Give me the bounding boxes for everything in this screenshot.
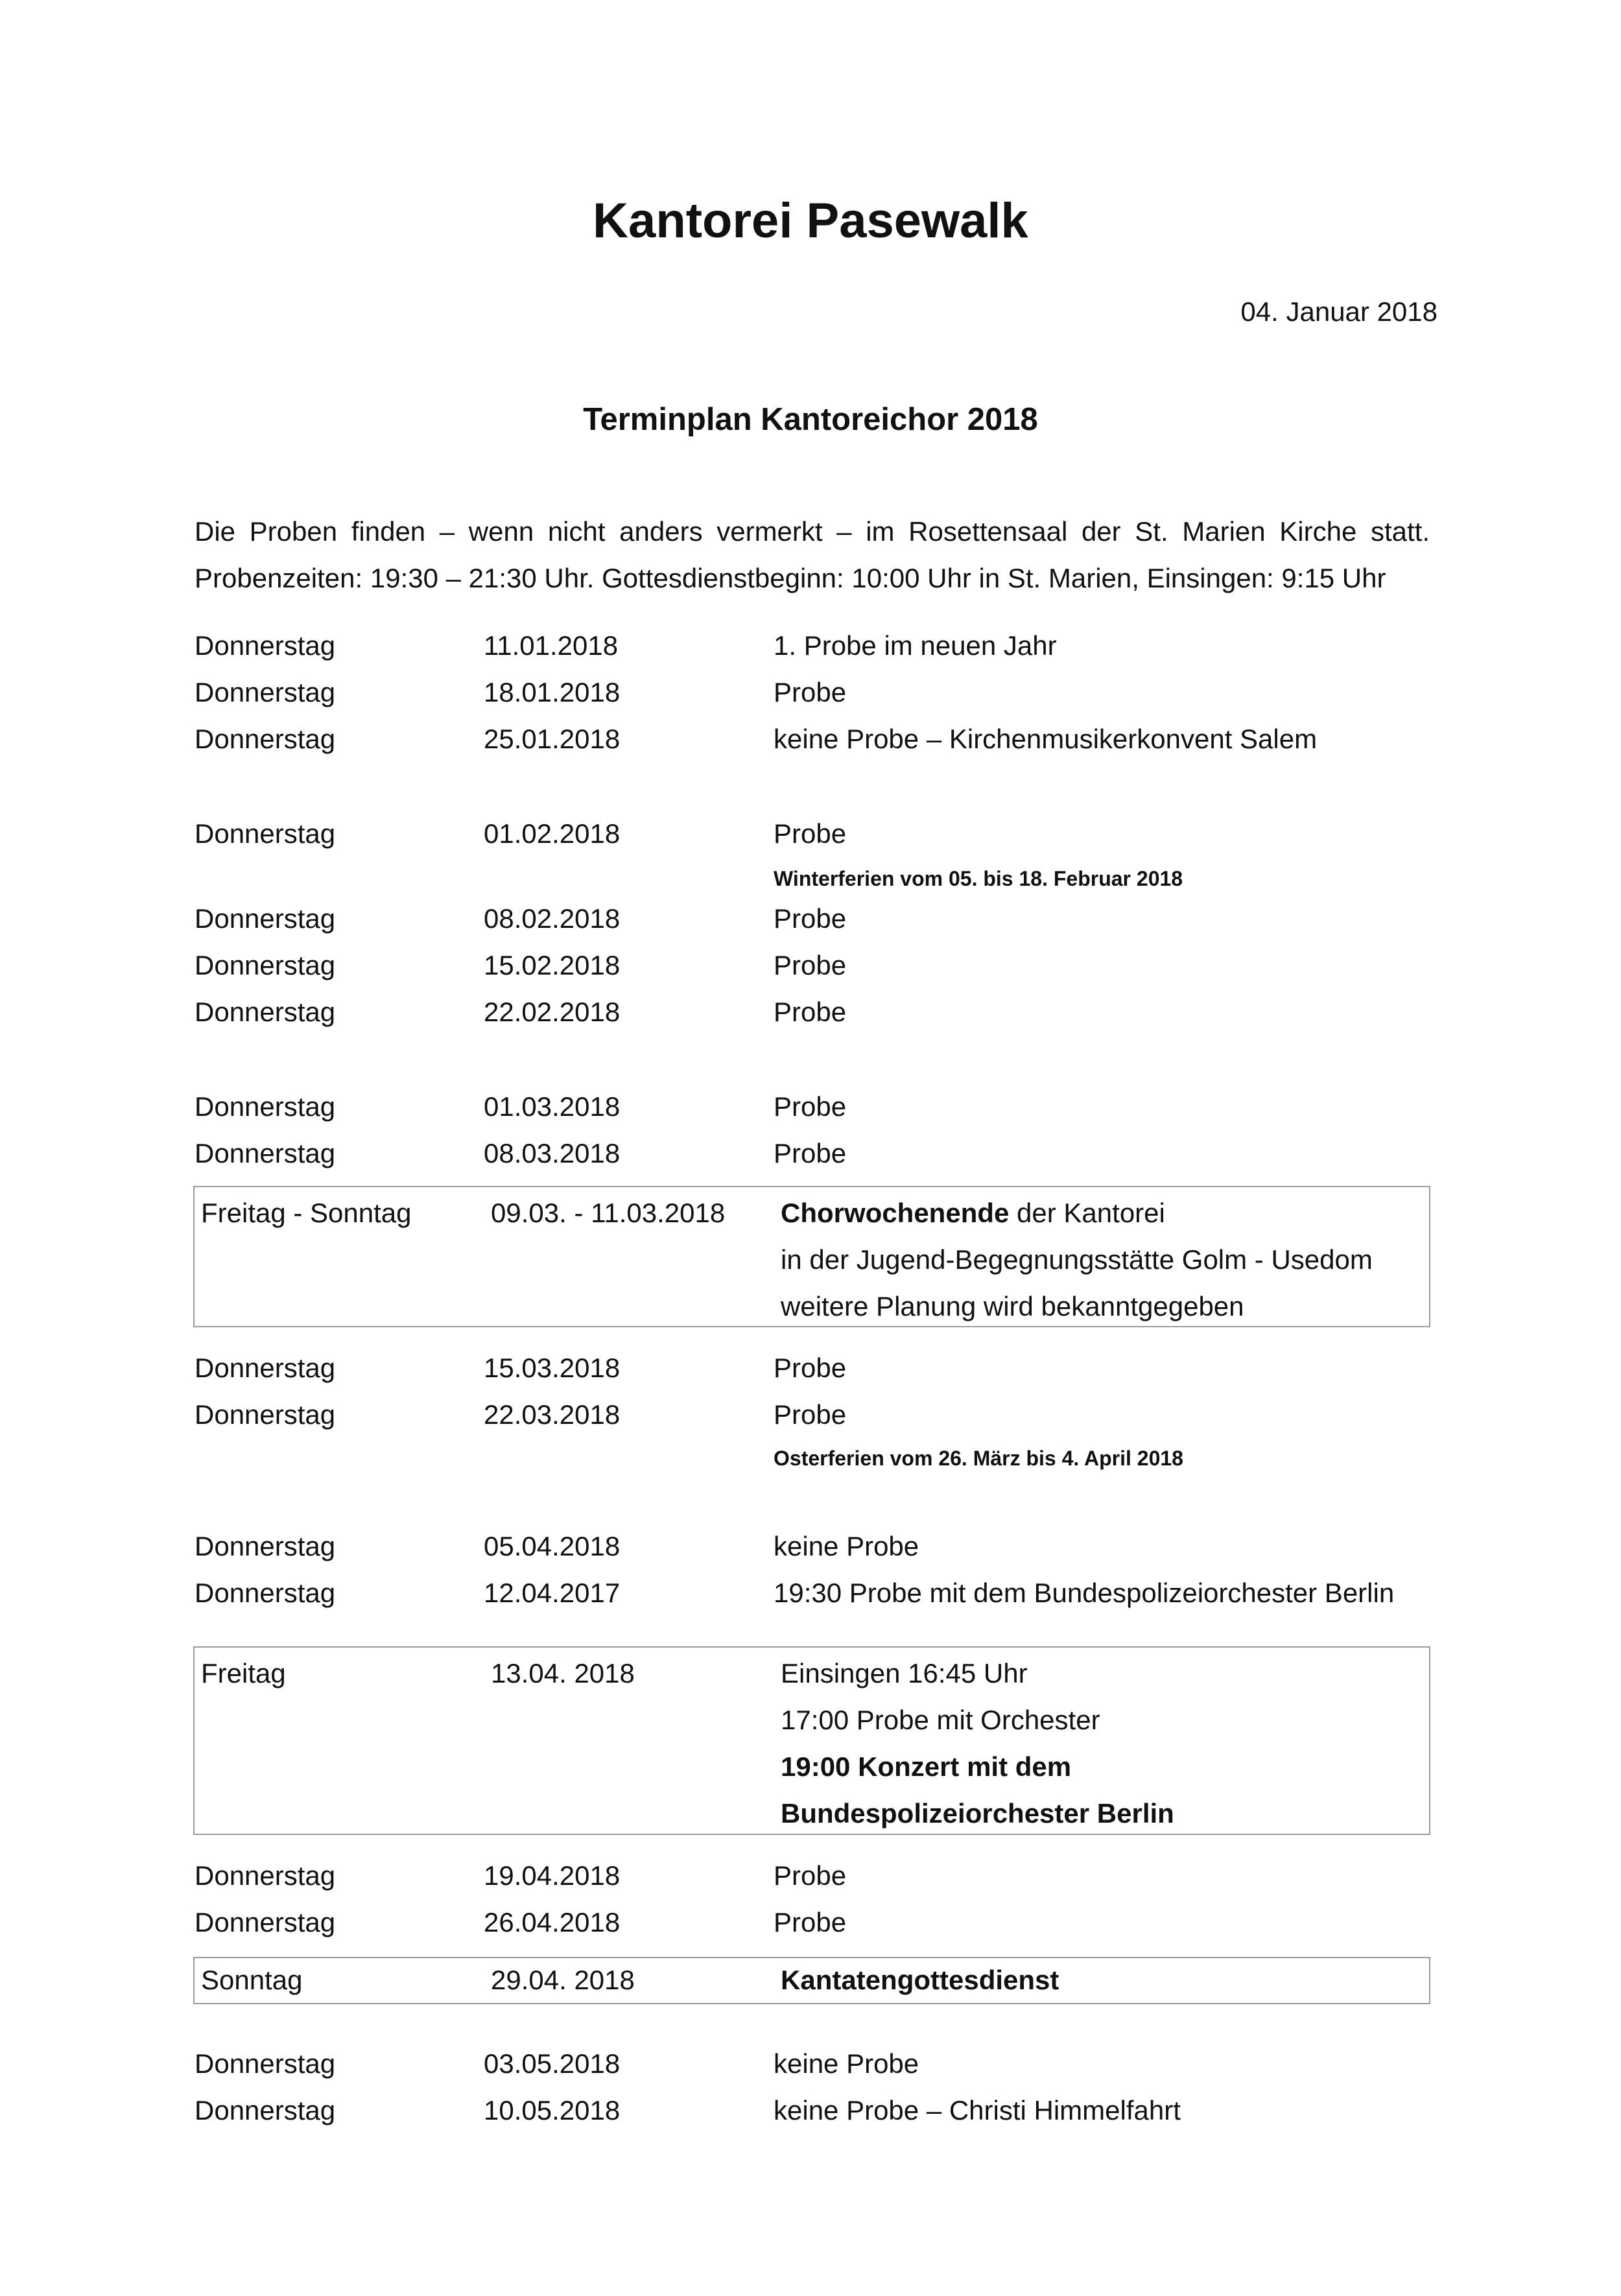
row-description: Probe: [774, 1138, 847, 1168]
row-description: keine Probe: [774, 1531, 919, 1561]
row-description: keine Probe – Christi Himmelfahrt: [774, 2095, 1181, 2125]
row-day: Donnerstag: [195, 630, 336, 661]
row-description: keine Probe: [774, 2048, 919, 2079]
event-description: [781, 1650, 1174, 1837]
row-date: 08.03.2018: [484, 1138, 621, 1168]
event-rehearsal: 17:00 Probe mit Orchester: [781, 1705, 1100, 1735]
schedule-row: [195, 895, 1426, 942]
schedule-row: [195, 1570, 1426, 1616]
row-date: 12.04.2017: [484, 1578, 621, 1608]
event-concert: 19:00 Konzert mit dem: [781, 1751, 1072, 1782]
event-title: Chorwochenende: [781, 1198, 1010, 1228]
intro-paragraph: [195, 508, 1430, 602]
row-description: Probe: [774, 1399, 847, 1430]
row-day: Donnerstag: [195, 997, 336, 1027]
event-box-konzert: [193, 1646, 1430, 1835]
row-date: 18.01.2018: [484, 677, 621, 707]
schedule-row: [195, 1345, 1426, 1391]
schedule-row: [195, 989, 1426, 1036]
row-date: 03.05.2018: [484, 2048, 621, 2079]
schedule-row: [195, 1083, 1426, 1130]
event-date: 09.03. - 11.03.2018: [491, 1198, 726, 1228]
intro-line-1: Die Proben finden – wenn nicht anders vermerkt – im Rosettensaal der St. Marien Kirche statt.: [195, 516, 1430, 547]
row-day: Donnerstag: [195, 724, 336, 754]
row-description: Probe: [774, 997, 847, 1027]
row-day: Donnerstag: [195, 2095, 336, 2125]
document-date: 04. Januar 2018: [1240, 296, 1438, 327]
row-description: Probe: [774, 1353, 847, 1383]
row-date: 15.02.2018: [484, 950, 621, 980]
row-date: 19.04.2018: [484, 1860, 621, 1891]
row-day: Donnerstag: [195, 1353, 336, 1383]
row-day: Donnerstag: [195, 1860, 336, 1891]
row-day: Donnerstag: [195, 1907, 336, 1937]
schedule-row: [195, 942, 1426, 989]
row-day: Donnerstag: [195, 1578, 336, 1608]
schedule-row: [195, 811, 1426, 857]
row-date: 26.04.2018: [484, 1907, 621, 1937]
schedule-row: [195, 669, 1426, 716]
schedule-row: [195, 1899, 1426, 1946]
row-day: Donnerstag: [195, 1138, 336, 1168]
event-day: Sonntag: [201, 1965, 303, 1995]
row-date: 08.02.2018: [484, 903, 621, 934]
event-date: 29.04. 2018: [491, 1965, 635, 1995]
row-day: Donnerstag: [195, 950, 336, 980]
row-date: 01.02.2018: [484, 818, 621, 849]
event-date: 13.04. 2018: [491, 1658, 635, 1688]
row-day: Donnerstag: [195, 1399, 336, 1430]
event-title-rest: der Kantorei: [1009, 1198, 1165, 1228]
event-box-chorwochenende: [193, 1186, 1430, 1327]
schedule-row: [195, 1523, 1426, 1570]
row-description: 19:30 Probe mit dem Bundespolizeiorchester Berlin: [774, 1578, 1395, 1608]
schedule-row: [195, 716, 1426, 763]
schedule-row: [195, 622, 1426, 669]
event-description: [781, 1190, 1373, 1330]
row-description: Probe: [774, 818, 847, 849]
event-description: [781, 1957, 1059, 2004]
event-day: Freitag: [201, 1658, 286, 1688]
row-description: Probe: [774, 1091, 847, 1122]
row-date: 22.03.2018: [484, 1399, 621, 1430]
row-description: Probe: [774, 1907, 847, 1937]
row-day: Donnerstag: [195, 1091, 336, 1122]
row-date: 10.05.2018: [484, 2095, 621, 2125]
row-date: 15.03.2018: [484, 1353, 621, 1383]
event-location: in der Jugend-Begegnungsstätte Golm - Usedom: [781, 1244, 1373, 1275]
row-description: keine Probe – Kirchenmusikerkonvent Salem: [774, 724, 1318, 754]
row-description: Probe: [774, 903, 847, 934]
event-day: Freitag - Sonntag: [201, 1198, 412, 1228]
row-day: Donnerstag: [195, 677, 336, 707]
schedule-row: [195, 2087, 1426, 2134]
schedule-row: [195, 1130, 1426, 1177]
schedule-row: [195, 1852, 1426, 1899]
row-description: Probe: [774, 1860, 847, 1891]
row-date: 22.02.2018: [484, 997, 621, 1027]
row-date: 11.01.2018: [484, 630, 619, 661]
holiday-note-ostern: Osterferien vom 26. März bis 4. April 2018: [774, 1447, 1183, 1470]
schedule-subtitle: Terminplan Kantoreichor 2018: [583, 402, 1038, 437]
row-day: Donnerstag: [195, 903, 336, 934]
row-date: 25.01.2018: [484, 724, 621, 754]
row-date: 01.03.2018: [484, 1091, 621, 1122]
holiday-note-winter: Winterferien vom 05. bis 18. Februar 2018: [774, 867, 1183, 890]
intro-line-2: Probenzeiten: 19:30 – 21:30 Uhr. Gottesdienstbeginn: 10:00 Uhr in St. Marien, Einsingen: 9:15 Uhr: [195, 563, 1386, 593]
schedule-row: [195, 1391, 1426, 1438]
event-orchestra: Bundespolizeiorchester Berlin: [781, 1798, 1174, 1829]
row-description: Probe: [774, 950, 847, 980]
row-day: Donnerstag: [195, 818, 336, 849]
event-warmup: Einsingen 16:45 Uhr: [781, 1658, 1028, 1688]
schedule-row: [195, 2041, 1426, 2087]
row-description: Probe: [774, 677, 847, 707]
row-description: 1. Probe im neuen Jahr: [774, 630, 1057, 661]
page-title: Kantorei Pasewalk: [593, 193, 1028, 248]
event-note: weitere Planung wird bekanntgegeben: [781, 1291, 1244, 1321]
event-box-kantatengottesdienst: [193, 1957, 1430, 2004]
row-day: Donnerstag: [195, 1531, 336, 1561]
event-title: Kantatengottesdienst: [781, 1965, 1059, 1995]
row-date: 05.04.2018: [484, 1531, 621, 1561]
row-day: Donnerstag: [195, 2048, 336, 2079]
